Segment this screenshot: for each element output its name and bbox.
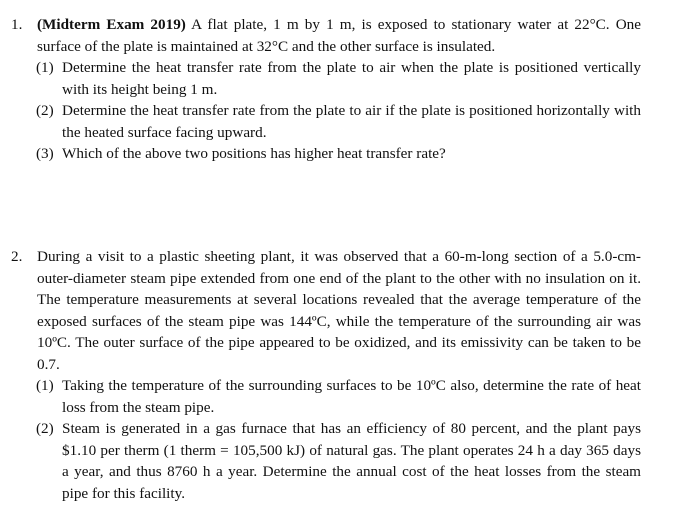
problem-2-statement: During a visit to a plastic sheeting plant, it was observed that a 60-m-long section of a 5.0-cm-outer-diameter steam pipe extended from one end of the plant to the other with no insulation on it. The temperature measurements at several locations revealed that the average temperature of the exposed surfaces of the steam pipe was 144ºC, while the temperature of the surrounding air was 10ºC. The outer surface of the pipe appeared to be oxidized, and its emissivity can be taken to be 0.7. (37, 248, 641, 373)
problem-1-statement (37, 14, 641, 57)
problem-1 (0, 14, 675, 165)
part-label: (2) (36, 102, 54, 119)
problem-2-number: 2. (11, 248, 23, 265)
problem-2 (0, 246, 675, 504)
problem-1-number: 1. (11, 16, 23, 33)
problem-2-part-1 (36, 375, 641, 418)
problem-1-parts (0, 57, 675, 165)
part-text: Taking the temperature of the surrounding surfaces to be 10ºC also, determine the rate of heat loss from the steam pipe. (62, 377, 641, 416)
problem-1-text: A flat plate, 1 m by 1 m, is exposed to stationary water at 22°C. One surface of the plate is maintained at 32°C and the other surface is insulated. (37, 16, 642, 55)
part-text: Which of the above two positions has higher heat transfer rate? (62, 145, 446, 162)
problem-2-parts (0, 375, 675, 504)
problem-1-part-3 (36, 143, 641, 165)
problem-1-title: (Midterm Exam 2019) (37, 16, 186, 33)
part-label: (1) (36, 377, 54, 394)
part-label: (2) (36, 420, 54, 437)
part-text: Determine the heat transfer rate from the plate to air if the plate is positioned horizontally with the heated surface facing upward. (62, 102, 641, 141)
problem-2-part-2 (36, 418, 641, 504)
problem-1-part-2 (36, 100, 641, 143)
part-label: (1) (36, 59, 54, 76)
problem-1-part-1 (36, 57, 641, 100)
part-label: (3) (36, 145, 54, 162)
part-text: Determine the heat transfer rate from the plate to air when the plate is positioned vertically with its height being 1 m. (62, 59, 641, 98)
part-text: Steam is generated in a gas furnace that has an efficiency of 80 percent, and the plant pays $1.10 per therm (1 therm = 105,500 kJ) of natural gas. The plant operates 24 h a day 365 days a year, and thus 8760 h a year. Determine the annual cost of the heat losses from the steam pipe for this facility. (62, 420, 641, 502)
